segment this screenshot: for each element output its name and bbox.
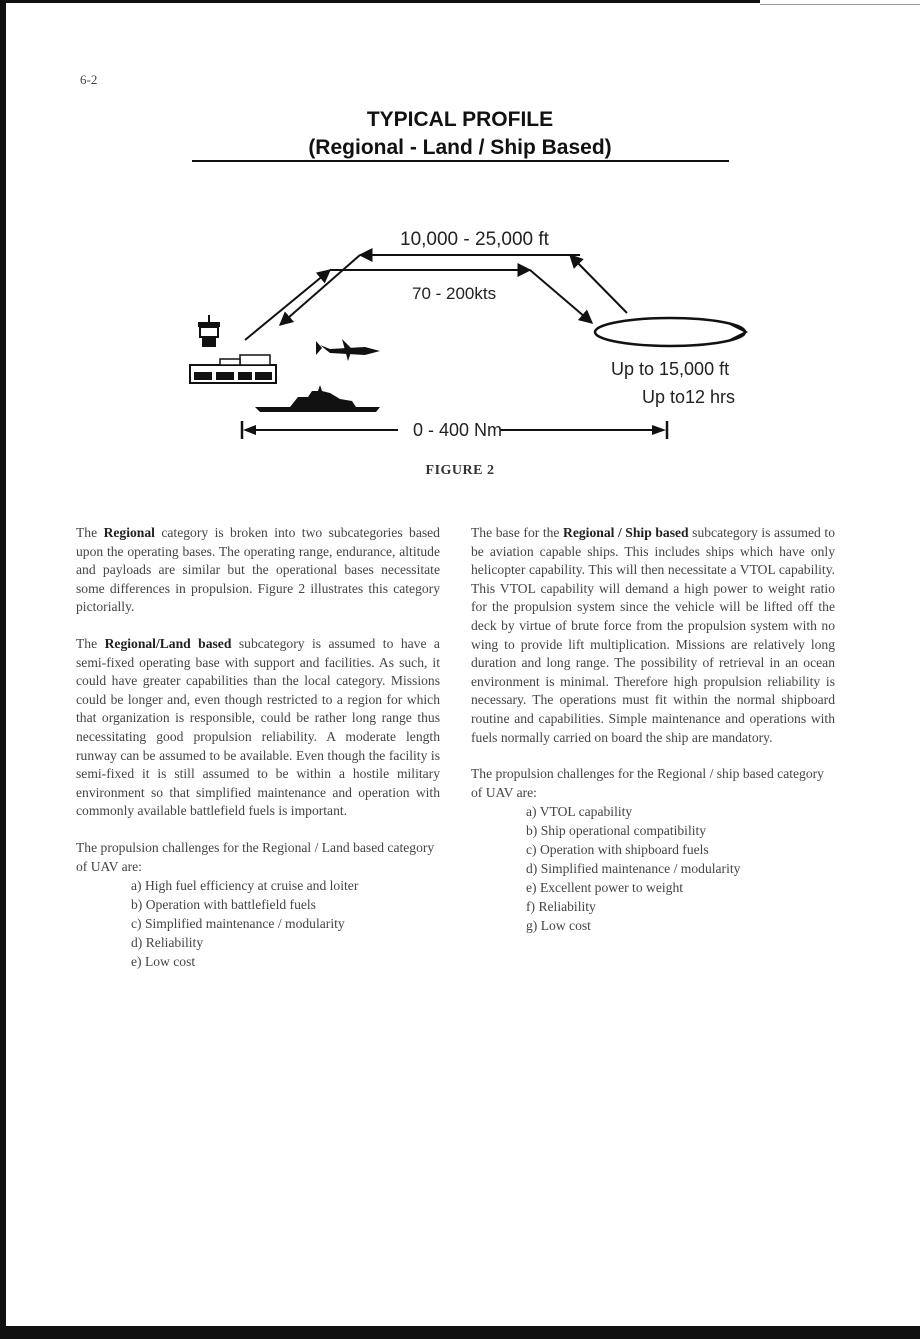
page-title: [190, 106, 730, 162]
list-item: a) High fuel efficiency at cruise and loiter: [131, 878, 359, 894]
range-label: 0 - 400 Nm: [413, 420, 503, 440]
right-paragraph-1: [471, 524, 835, 747]
left-paragraph-1: [76, 524, 440, 617]
climb-line: [245, 270, 330, 340]
endurance-label: Up to12 hrs: [642, 387, 736, 407]
text-span: subcategory is assumed to have a semi-fixed operating base with support and facilities. As such, it could have greater capabilities than the local category. Missions could be longer and, even though restricted to a region for which that organization is responsible, could be rather long range thus necessitating good propulsion reliability. A moderate length runway can be assumed to be available. Even though the facility is semi-fixed it is still assumed to be within a hostile military environment so that simplified maintenance and operation with commonly available battlefield fuels is important.: [76, 635, 440, 819]
climb-from-loiter-line: [570, 255, 627, 313]
list-item: e) Low cost: [131, 954, 196, 970]
bold-term: Regional: [103, 525, 155, 540]
hangar-icon: [190, 355, 276, 383]
right-list-intro: The propulsion challenges for the Regional / ship based category of UAV are:: [471, 766, 824, 800]
return-descent-line: [280, 255, 360, 325]
left-paragraph-2: [76, 635, 440, 821]
page-border-top: [0, 0, 760, 3]
left-column: [76, 524, 440, 971]
descent-to-loiter-line: [530, 270, 592, 323]
list-item: c) Operation with shipboard fuels: [526, 842, 709, 858]
text-span: The base for the: [471, 525, 564, 540]
list-item: d) Simplified maintenance / modularity: [526, 861, 741, 877]
page-border-top-thin: [760, 4, 920, 5]
loiter-altitude-label: Up to 15,000 ft: [611, 359, 730, 379]
list-item: b) Ship operational compatibility: [526, 823, 707, 839]
list-item: g) Low cost: [526, 918, 591, 934]
list-item: f) Reliability: [526, 899, 596, 915]
bold-term: Regional/Land based: [104, 635, 232, 651]
altitude-label: 10,000 - 25,000 ft: [400, 229, 549, 250]
page-number: 6-2: [80, 72, 98, 87]
list-item: a) VTOL capability: [526, 804, 633, 820]
bold-term: Regional / Ship based: [563, 525, 689, 540]
page-border-left: [0, 0, 6, 1339]
ship-icon: [255, 385, 380, 412]
speed-label: 70 - 200kts: [412, 284, 497, 303]
text-span: The: [76, 635, 105, 651]
right-challenge-list: [471, 802, 835, 935]
text-span: The: [76, 525, 104, 540]
figure-caption: FIGURE 2: [425, 463, 495, 478]
title-line-2: (Regional - Land / Ship Based): [308, 136, 612, 159]
list-item: c) Simplified maintenance / modularity: [131, 916, 345, 932]
loiter-orbit-icon: [595, 318, 745, 346]
aircraft-icon: [316, 339, 380, 361]
title-line-1: TYPICAL PROFILE: [366, 108, 554, 131]
right-column: [471, 524, 835, 935]
list-item: e) Excellent power to weight: [526, 880, 684, 896]
left-challenge-list: [76, 876, 440, 971]
mission-profile-diagram: [180, 215, 760, 455]
control-tower-icon: [198, 315, 220, 347]
text-span: category is broken into two subcategories based upon the operating bases. The operating range, endurance, altitude and payloads are similar but the operational bases necessitate some differences in propulsion. Figure 2 illustrates this category pictorially.: [76, 525, 440, 615]
page-border-bottom: [0, 1326, 920, 1339]
list-item: d) Reliability: [131, 935, 204, 951]
text-span: subcategory is assumed to be aviation capable ships. This includes ships which have only helicopter capability. This will then necessitate a VTOL capability. This VTOL capability will demand a high power to weight ratio for the propulsion system since the vehicle will be lifted off the deck by virtue of brute force from the propulsion system with no wing to provide lift multiplication. Missions are relatively long duration and long range. The possibility of retrieval in an ocean environment is minimal. Therefore high propulsion reliability is necessary. The operations must fit within the normal shipboard routine and capabilities. Simple maintenance and operations with fuels normally carried on board the ship are mandatory.: [471, 525, 835, 745]
left-list-intro: The propulsion challenges for the Regional / Land based category of UAV are:: [76, 839, 435, 874]
list-item: b) Operation with battlefield fuels: [131, 897, 316, 913]
title-underline: [192, 160, 729, 162]
